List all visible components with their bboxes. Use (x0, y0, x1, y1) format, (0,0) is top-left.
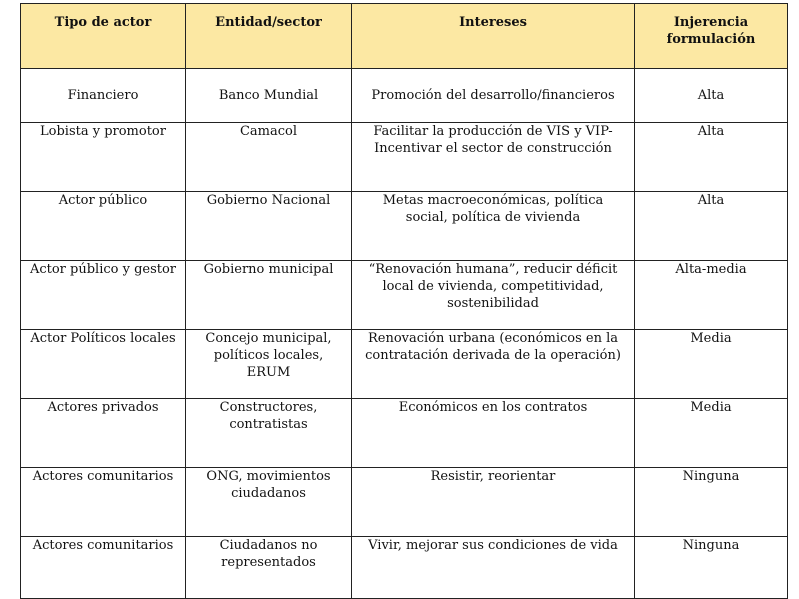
cell-injerencia: Alta (635, 192, 788, 261)
table-row (21, 192, 788, 261)
table-row (21, 261, 788, 330)
cell-entidad: Gobierno municipal (186, 261, 352, 330)
table-row (21, 537, 788, 599)
cell-intereses: Vivir, mejorar sus condiciones de vida (352, 537, 635, 599)
cell-injerencia: Alta (635, 69, 788, 123)
cell-entidad: Constructores, contratistas (186, 399, 352, 468)
cell-intereses: Metas macroeconómicas, política social, política de vivienda (352, 192, 635, 261)
table-row (21, 468, 788, 537)
cell-intereses: “Renovación humana”, reducir déficit local de vivienda, competitividad, sostenibilidad (352, 261, 635, 330)
cell-intereses: Económicos en los contratos (352, 399, 635, 468)
actors-table (20, 3, 788, 599)
cell-injerencia: Alta (635, 123, 788, 192)
cell-intereses: Facilitar la producción de VIS y VIP- Incentivar el sector de construcción (352, 123, 635, 192)
table-row (21, 399, 788, 468)
cell-entidad: Ciudadanos no representados (186, 537, 352, 599)
cell-tipo: Actor público (21, 192, 186, 261)
cell-entidad: ONG, movimientos ciudadanos (186, 468, 352, 537)
cell-tipo: Actores privados (21, 399, 186, 468)
cell-tipo: Actor público y gestor (21, 261, 186, 330)
cell-injerencia: Media (635, 399, 788, 468)
cell-intereses: Promoción del desarrollo/financieros (352, 69, 635, 123)
cell-intereses: Resistir, reorientar (352, 468, 635, 537)
cell-entidad: Banco Mundial (186, 69, 352, 123)
header-injerencia: Injerencia formulación (635, 4, 788, 69)
cell-entidad: Gobierno Nacional (186, 192, 352, 261)
header-row (21, 4, 788, 69)
cell-entidad: Camacol (186, 123, 352, 192)
cell-tipo: Financiero (21, 69, 186, 123)
cell-injerencia: Ninguna (635, 468, 788, 537)
cell-intereses: Renovación urbana (económicos en la contratación derivada de la operación) (352, 330, 635, 399)
table-row (21, 330, 788, 399)
table-row (21, 69, 788, 123)
cell-entidad: Concejo municipal, políticos locales, ERUM (186, 330, 352, 399)
header-entidad: Entidad/sector (186, 4, 352, 69)
header-tipo: Tipo de actor (21, 4, 186, 69)
header-intereses: Intereses (352, 4, 635, 69)
table-row (21, 123, 788, 192)
cell-tipo: Actor Políticos locales (21, 330, 186, 399)
cell-injerencia: Alta-media (635, 261, 788, 330)
cell-injerencia: Media (635, 330, 788, 399)
cell-injerencia: Ninguna (635, 537, 788, 599)
cell-tipo: Lobista y promotor (21, 123, 186, 192)
cell-tipo: Actores comunitarios (21, 537, 186, 599)
cell-tipo: Actores comunitarios (21, 468, 186, 537)
